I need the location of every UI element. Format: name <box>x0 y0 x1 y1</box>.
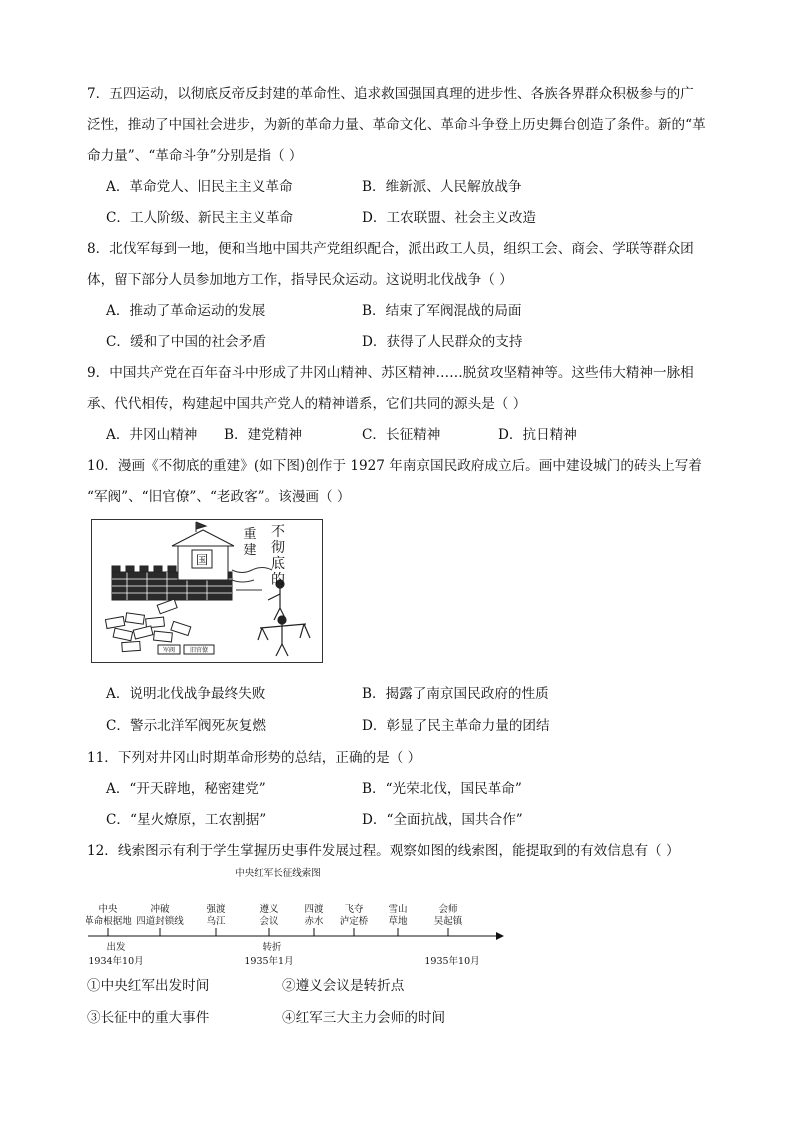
brick-label-1: 军阀 <box>162 647 176 654</box>
title-char-1: 不 <box>271 524 285 540</box>
q8-option-b: B．结束了军阀混战的局面 <box>362 303 522 319</box>
q10-stem-line1: 10．漫画《不彻底的重建》(如下图)创作于 1927 年南京国民政府成立后。画中建设城门的砖头上写着 <box>87 458 702 474</box>
q11-option-c: C．“星火燎原，工农割据” <box>106 812 267 828</box>
q10-option-b: B．揭露了南京国民政府的性质 <box>362 686 549 702</box>
title-char-4: 的 <box>271 572 285 588</box>
cartoon-image <box>91 519 323 663</box>
porter-figure <box>258 616 310 656</box>
q12-option-4: ④红军三大主力会师的时间 <box>282 1010 446 1026</box>
timeline-svg <box>86 862 506 972</box>
q11-option-a: A．“开天辟地，秘密建党” <box>106 781 266 797</box>
q10-option-a: A．说明北伐战争最终失败 <box>106 686 266 702</box>
timeline-event-bottom-7: 草地 <box>388 916 408 927</box>
timeline-event-top-7: 雪山 <box>388 904 408 915</box>
timeline-event-top-3: 强渡 <box>206 904 226 915</box>
q7-stem-line3: 命力量”、“革命斗争”分别是指（ ） <box>87 148 303 164</box>
q8-option-c: C．缓和了中国的社会矛盾 <box>106 334 266 350</box>
timeline-event-bottom-4: 会议 <box>259 916 279 927</box>
q7-option-b: B．维新派、人民解放战争 <box>362 179 522 195</box>
q9-stem-line1: 9．中国共产党在百年奋斗中形成了井冈山精神、苏区精神……脱贫攻坚精神等。这些伟大精神一脉相 <box>87 365 694 381</box>
q9-option-b: B．建党精神 <box>224 427 302 443</box>
gate-tower <box>172 522 234 580</box>
q7-stem-line1: 7．五四运动，以彻底反帝反封建的革命性、追求救国强国真理的进步性、各族各界群众积极参与的广 <box>87 86 694 102</box>
timeline-event-bottom-1: 革命根据地 <box>86 916 132 927</box>
q12-option-2: ②遵义会议是转折点 <box>282 978 405 994</box>
timeline-event-bottom-3: 乌江 <box>206 916 226 927</box>
q8-stem-line2: 体，留下部分人员参加地方工作，指导民众运动。这说明北伐战争（ ） <box>87 272 513 288</box>
q8-option-d: D．获得了人民群众的支持 <box>362 334 523 350</box>
q12-option-3: ③长征中的重大事件 <box>87 1010 210 1026</box>
q7-option-c: C．工人阶级、新民主主义革命 <box>106 210 294 226</box>
title-char-5: 重 <box>243 527 257 542</box>
title-char-6: 建 <box>243 543 257 558</box>
title-char-3: 底 <box>271 556 285 572</box>
q12-stem: 12．线索图示有利于学生掌握历史事件发展过程。观察如图的线索图，能提取到的有效信息有（ ） <box>87 843 680 859</box>
timeline-event-bottom-5: 赤水 <box>304 916 324 927</box>
q7-option-a: A．革命党人、旧民主主义革命 <box>106 179 293 195</box>
q10-stem-line2: “军阀”、“旧官僚”、“老政客”。该漫画（ ） <box>87 489 351 505</box>
timeline-start-label: 出发 <box>106 942 126 953</box>
cartoon-drawing <box>92 520 321 661</box>
q8-stem-line1: 8．北伐军每到一地，便和当地中国共产党组织配合，派出政工人员，组织工会、商会、学联等群众团 <box>87 241 694 257</box>
q10-option-d: D．彰显了民主革命力量的团结 <box>362 718 550 734</box>
q9-option-a: A．井冈山精神 <box>106 427 198 443</box>
q9-stem-line2: 承、代代相传，构建起中国共产党人的精神谱系，它们共同的源头是（ ） <box>87 396 527 412</box>
q11-option-d: D．“全面抗战，国共合作” <box>362 812 523 828</box>
cartoon-title-left <box>243 527 256 558</box>
timeline-event-top-1: 中央 <box>98 904 118 915</box>
gate-character: 国 <box>195 553 209 567</box>
q9-option-c: C．长征精神 <box>362 427 441 443</box>
q10-option-c: C．警示北洋军阀死灰复燃 <box>106 718 266 734</box>
timeline-end-date: 1935年10月 <box>424 956 480 967</box>
timeline-event-top-4: 遵义 <box>259 904 279 915</box>
long-march-timeline <box>86 862 506 972</box>
cartoon-title-right <box>271 524 285 588</box>
q7-option-d: D．工农联盟、社会主义改造 <box>362 210 537 226</box>
timeline-start-date: 1934年10月 <box>88 956 144 967</box>
timeline-event-bottom-6: 泸定桥 <box>339 916 369 927</box>
title-char-2: 彻 <box>271 540 285 556</box>
timeline-event-top-8: 会师 <box>438 904 458 915</box>
timeline-event-bottom-2: 四道封锁线 <box>136 916 184 927</box>
timeline-title: 中央红军长征线索图 <box>235 868 321 879</box>
timeline-arrowhead <box>496 932 504 940</box>
timeline-event-top-6: 飞夺 <box>344 904 364 915</box>
q11-option-b: B．“光荣北伐，国民革命” <box>362 781 522 797</box>
q7-stem-line2: 泛性，推动了中国社会进步，为新的革命力量、革命文化、革命斗争登上历史舞台创造了条件。新的“革 <box>87 117 706 133</box>
q11-stem: 11．下列对井冈山时期革命形势的总结，正确的是（ ） <box>87 750 422 766</box>
timeline-event-top-2: 冲破 <box>150 904 170 915</box>
q12-option-1: ①中央红军出发时间 <box>87 978 210 994</box>
brick-label-2: 旧官僚 <box>189 647 209 654</box>
timeline-event-bottom-8: 吴起镇 <box>433 916 463 927</box>
q8-option-a: A．推动了革命运动的发展 <box>106 303 266 319</box>
q9-option-d: D．抗日精神 <box>498 427 577 443</box>
timeline-event-top-5: 四渡 <box>304 904 324 915</box>
brick-pile <box>105 599 214 654</box>
timeline-turn-label: 转折 <box>262 942 282 953</box>
timeline-turn-date: 1935年1月 <box>244 956 294 967</box>
